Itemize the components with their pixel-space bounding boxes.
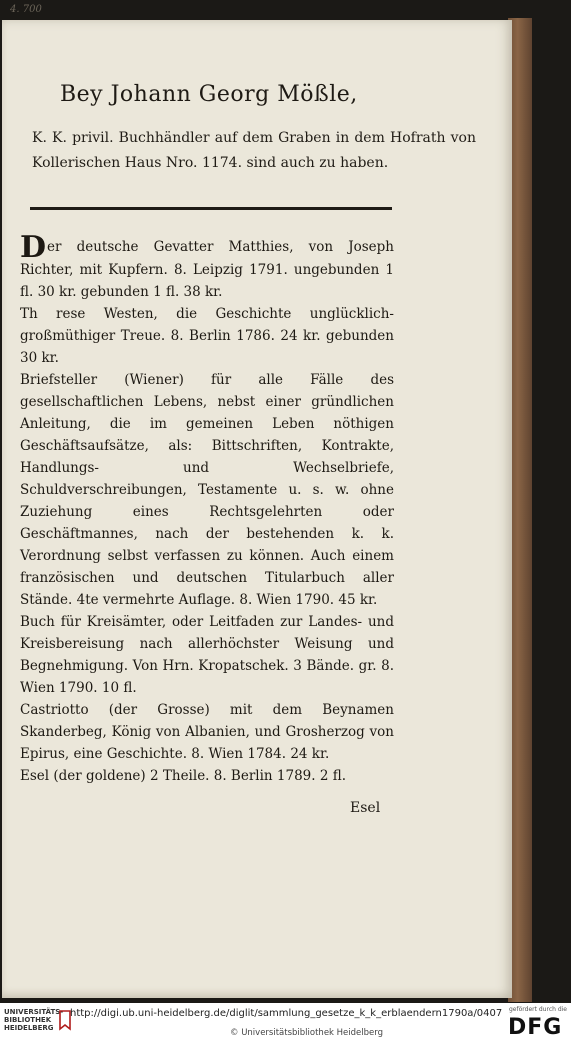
catalog-entry (20, 765, 394, 787)
catalog-entry (20, 699, 394, 765)
catalog-entry (20, 369, 394, 611)
catalog-entries (20, 230, 394, 787)
library-logo-text: UNIVERSITÄTS-BIBLIOTHEK HEIDELBERG (4, 1008, 64, 1032)
entry-text: Esel (der goldene) 2 Theile. 8. Berlin 1789. 2 fl. (20, 768, 347, 784)
permalink-link[interactable]: http://digi.ub.uni-heidelberg.de/diglit/sammlung_gesetze_k_k_erblaendern1790a/0407 (70, 1008, 503, 1019)
entry-text: Th rese Westen, die Geschichte unglücklich-großmüthiger Treue. 8. Berlin 1786. 24 kr. gebunden 30 kr. (20, 306, 394, 366)
divider-rule (30, 207, 392, 210)
entry-text: Briefsteller (Wiener) für alle Fälle des gesellschaftlichen Lebens, nebst einer gründlichen Anleitung, die im gemeinen Leben nöthigen Geschäftsaufsätze, als: Bittschriften, Kontrakte, Handlungs- und Wechselbriefe, Schuldverschreibungen, Testamente u. s. w. ohne Zuziehung eines Rechtsgelehrten oder Geschäftmannes, nach der bestehenden k. k. Verordnung selbst verfassen zu können. Auch einem französischen und deutschen Titularbuch aller Stände. 4te vermehrte Auflage. 8. Wien 1790. 45 kr. (20, 372, 394, 608)
funded-by-text: gefördert durch die (509, 1006, 567, 1013)
catalog-entry (20, 230, 394, 303)
shelfmark: 4. 700 (10, 4, 42, 15)
copyright-text: © Universitätsbibliothek Heidelberg (230, 1028, 384, 1038)
catchword: Esel (350, 800, 381, 816)
footer-bar (0, 1003, 571, 1045)
imprint-text: K. K. privil. Buchhändler auf dem Graben in dem Hofrath von Kollerischen Haus Nro. 1174. sind auch zu haben. (32, 130, 476, 171)
page-heading: Bey Johann Georg Mößle, (60, 82, 358, 107)
drop-initial: D (20, 230, 47, 265)
entry-text: Buch für Kreisämter, oder Leitfaden zur Landes- und Kreisbereisung nach allerhöchster Weisung und Begnehmigung. Von Hrn. Kropatschek. 3 Bände. gr. 8. Wien 1790. 10 fl. (20, 614, 394, 696)
entry-text: Castriotto (der Grosse) mit dem Beynamen Skanderbeg, König von Albanien, und Grosherzog von Epirus, eine Geschichte. 8. Wien 1784. 24 kr. (20, 702, 394, 762)
entry-text: er deutsche Gevatter Matthies, von Joseph Richter, mit Kupfern. 8. Leipzig 1791. ungebunden 1 fl. 30 kr. gebunden 1 fl. 38 kr. (20, 239, 394, 300)
dfg-logo: DFG (508, 1015, 563, 1040)
catalog-entry (20, 611, 394, 699)
catalog-entry (20, 303, 394, 369)
